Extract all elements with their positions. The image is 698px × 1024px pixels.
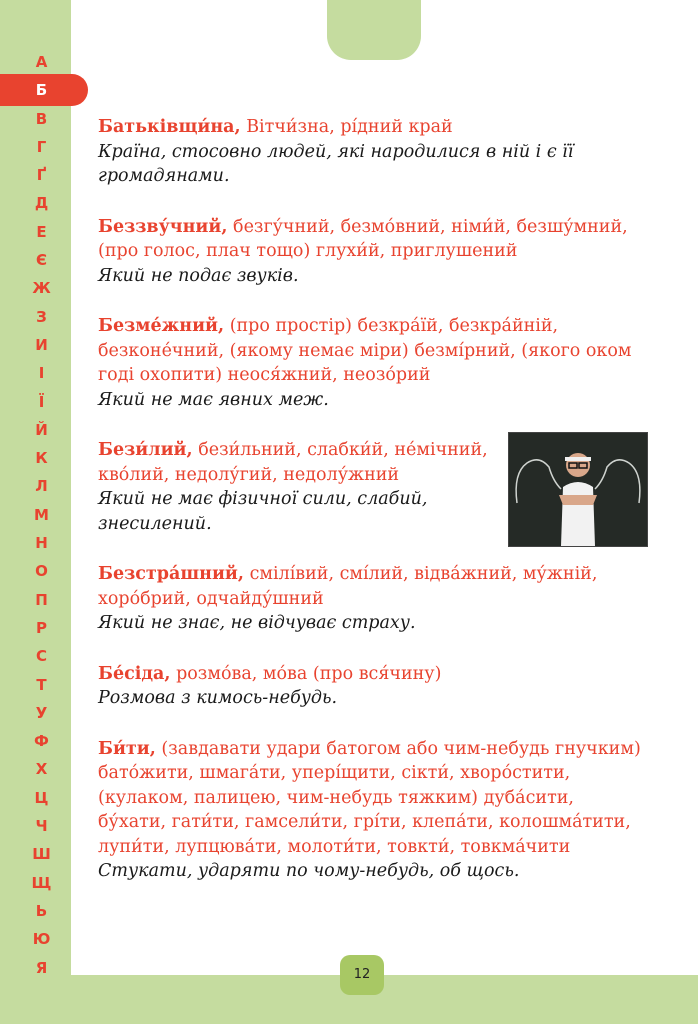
alphabet-letter[interactable]: Ц: [34, 788, 49, 807]
definition: Який не має фізичної сили, слабий, знесилений.: [98, 489, 428, 534]
alphabet-letter[interactable]: С: [35, 647, 47, 666]
entry-bezzvuchnyi: [98, 215, 643, 289]
alphabet-letter[interactable]: Ш: [32, 845, 51, 864]
headword: Безстра́шний,: [98, 564, 244, 584]
alphabet-letter[interactable]: В: [35, 109, 48, 128]
alphabet-letter[interactable]: З: [36, 307, 47, 326]
alphabet-letter[interactable]: М: [34, 505, 49, 524]
alphabet-letter[interactable]: І: [38, 364, 45, 383]
headword: Батьківщи́на,: [98, 117, 241, 137]
alphabet-letter[interactable]: Є: [35, 251, 47, 270]
alphabet-letter[interactable]: Й: [35, 420, 48, 439]
entry-bezsylyi: [98, 438, 493, 536]
entry-besida: [98, 662, 643, 711]
alphabet-letter[interactable]: Ф: [34, 732, 49, 751]
definition: Який не має явних меж.: [98, 389, 329, 410]
headword: Би́ти,: [98, 738, 156, 759]
alphabet-letter[interactable]: Щ: [31, 873, 52, 892]
alphabet-letter[interactable]: Г: [36, 137, 47, 156]
entry-bezstrashnyi: [98, 562, 643, 636]
alphabet-letter[interactable]: Ь: [35, 901, 48, 920]
synonyms: (завдавати удари батогом або чим-небудь гнучким) бато́жити, шмага́ти, упері́щити, сікти́, хворо́стити, (кулаком, палицею, чим-небудь тяжким) дуба́сити, бу́хати, гати́ти, гамсели́ти, грі́ти, клепа́ти, колошма́тити, лупи́ти, лупцюва́ти, молоти́ти, товкти́, товкма́чити: [98, 738, 641, 857]
definition: Стукати, ударяти по чому-небудь, об щось.: [98, 861, 520, 881]
alphabet-index: [0, 48, 71, 982]
definition: Який не подає звуків.: [98, 265, 299, 286]
alphabet-letter[interactable]: Е: [36, 222, 47, 241]
alphabet-letter[interactable]: А: [35, 53, 48, 71]
top-tab-decoration: [327, 0, 421, 60]
headword: Бези́лий,: [98, 440, 193, 460]
alphabet-letter[interactable]: К: [35, 449, 48, 468]
alphabet-letter[interactable]: Ґ: [36, 166, 47, 185]
alphabet-letter[interactable]: Д: [34, 194, 49, 213]
headword: Бе́сіда,: [98, 663, 171, 684]
entry-byty: [98, 737, 643, 884]
synonyms: бези́льний, слабки́й, не́мічний, кво́лий, недолу́гий, недолу́жний: [98, 440, 488, 485]
alphabet-letter[interactable]: Ї: [38, 392, 45, 411]
page-number: 12: [340, 955, 384, 995]
definition: Країна, стосовно людей, які народилися в ній і є її громадянами.: [98, 141, 574, 186]
synonyms: (про простір) безкра́їй, безкра́йній, безконе́чний, (якому немає міри) безмі́рний, (якого оком годі охопити) неося́жний, неозо́рий: [98, 316, 632, 385]
headword: Безме́жний,: [98, 316, 225, 336]
entry-bezmezhnyi: [98, 314, 643, 412]
alphabet-letter[interactable]: Н: [35, 534, 48, 553]
alphabet-letter[interactable]: Я: [35, 958, 48, 977]
alphabet-letter-active[interactable]: Б: [35, 81, 48, 100]
weak-man-chalk-muscles-illustration: [508, 432, 648, 547]
definition: Розмова з кимось-небудь.: [98, 688, 338, 708]
definition: Який не знає, не відчуває страху.: [98, 613, 416, 633]
alphabet-letter[interactable]: Х: [35, 760, 48, 779]
entry-batkivshchyna: [98, 115, 643, 189]
alphabet-letter[interactable]: О: [35, 562, 48, 581]
alphabet-letter[interactable]: Ж: [32, 279, 51, 298]
alphabet-letter[interactable]: Л: [35, 477, 48, 496]
synonyms: смілі́вий, смі́лий, відва́жний, му́жній, хоро́брий, одчайду́шний: [98, 564, 598, 609]
alphabet-letter[interactable]: И: [35, 335, 48, 354]
alphabet-letter[interactable]: П: [35, 590, 48, 609]
synonyms: безгу́чний, безмо́вний, німи́й, безшу́мний, (про голос, плач тощо) глухи́й, приглушений: [98, 216, 628, 261]
alphabet-letter[interactable]: Ю: [32, 930, 51, 949]
bottom-band: [71, 975, 698, 1024]
synonyms: Вітчи́зна, рі́дний край: [240, 117, 453, 137]
alphabet-letter[interactable]: Р: [36, 618, 47, 637]
synonyms: розмо́ва, мо́ва (про вся́чину): [170, 663, 442, 684]
alphabet-letter[interactable]: У: [35, 703, 48, 722]
headword: Беззву́чний,: [98, 216, 228, 237]
alphabet-letter[interactable]: Ч: [35, 817, 48, 836]
alphabet-letter[interactable]: Т: [36, 675, 47, 694]
